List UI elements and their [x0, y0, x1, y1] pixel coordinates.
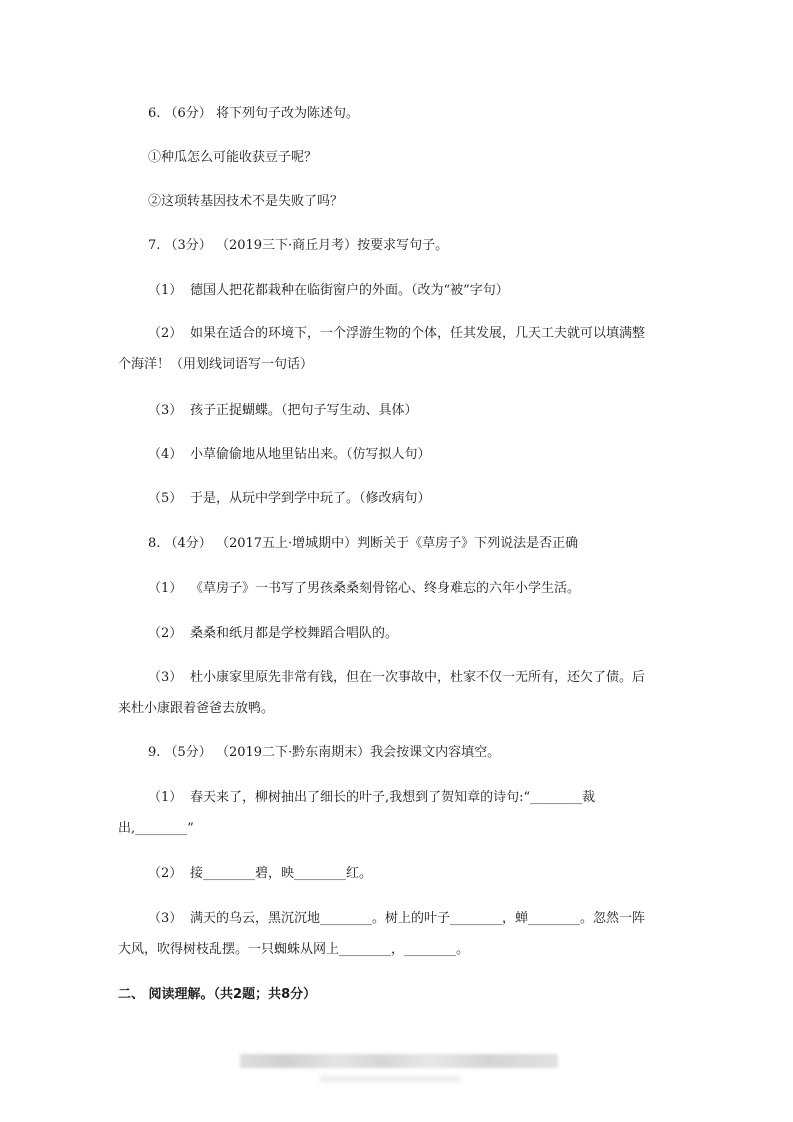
section-2-heading: 二、 阅读理解。（共2题；共8分）: [118, 987, 317, 1002]
question-9-sub-3: [148, 911, 645, 927]
sub-number: （2）: [148, 326, 183, 341]
blurred-footer: [240, 1054, 558, 1068]
sub-number: （1）: [148, 581, 183, 596]
question-6-heading: 6. （6分） 将下列句子改为陈述句。: [148, 106, 359, 121]
sub-text: 桑桑和纸月都是学校舞蹈合唱队的。: [190, 626, 399, 641]
question-8-sub-3-continuation: 来杜小康跟着爸爸去放鸭。: [118, 701, 275, 716]
question-9-sub-1-continuation: 出,________”: [118, 821, 194, 836]
sub-text: 小草偷偷地从地里钻出来。（仿写拟人句）: [190, 447, 431, 462]
question-9-heading: 9. （5分） （2019二下·黔东南期末）我会按课文内容填空。: [148, 745, 501, 760]
sub-text: 孩子正捉蝴蝶。（把句子写生动、具体）: [190, 403, 418, 418]
question-7-sub-4: [148, 447, 431, 463]
question-7-sub-1: [148, 283, 509, 299]
sub-number: （2）: [148, 626, 183, 641]
sub-text: 于是，从玩中学到学中玩了。（修改病句）: [190, 491, 431, 506]
question-7-sub-2-continuation: 个海洋！（用划线词语写一句话）: [118, 357, 314, 372]
sub-number: （1）: [148, 283, 183, 298]
question-8-sub-3: [148, 670, 645, 686]
sub-text: 如果在适合的环境下，一个浮游生物的个体，任其发展，几天工夫就可以填满整: [190, 326, 646, 341]
sub-number: （4）: [148, 447, 183, 462]
question-9-sub-2: [148, 866, 372, 882]
sub-text: 《草房子》一书写了男孩桑桑刻骨铭心、终身难忘的六年小学生活。: [190, 581, 581, 596]
sub-number: （1）: [148, 790, 183, 805]
question-8-heading: 8. （4分） （2017五上·增城期中）判断关于《草房子》下列说法是否正确: [148, 536, 579, 551]
question-7-sub-3: [148, 403, 418, 419]
sub-text: 满天的乌云，黑沉沉地________。树上的叶子________，蝉________。忽然一阵: [190, 911, 646, 926]
question-7-sub-2: [148, 326, 645, 342]
sub-number: （3）: [148, 911, 183, 926]
blurred-footer-line: [320, 1076, 460, 1082]
sub-text: 接________碧，映________红。: [190, 866, 373, 881]
sub-text: 春天来了，柳树抽出了细长的叶子,我想到了贺知章的诗句:“________裁: [190, 790, 596, 805]
question-9-sub-1: [148, 790, 595, 806]
question-6-item-2: ②这项转基因技术不是失败了吗？: [148, 194, 344, 209]
sub-number: （3）: [148, 670, 183, 685]
question-8-sub-1: [148, 581, 580, 597]
question-8-sub-2: [148, 626, 398, 642]
question-6-item-1: ①种瓜怎么可能收获豆子呢？: [148, 150, 318, 165]
sub-number: （3）: [148, 403, 183, 418]
question-7-sub-5: [148, 491, 431, 507]
sub-number: （2）: [148, 866, 183, 881]
sub-text: 德国人把花都栽种在临街窗户的外面。（改为“被”字句）: [190, 283, 509, 298]
question-7-heading: 7. （3分） （2019三下·商丘月考）按要求写句子。: [148, 238, 449, 253]
sub-number: （5）: [148, 491, 183, 506]
sub-text: 杜小康家里原先非常有钱，但在一次事故中，杜家不仅一无所有，还欠了债。后: [190, 670, 646, 685]
question-9-sub-3-continuation: 大风，吹得树枝乱摆。一只蜘蛛从网上________，________。: [118, 942, 470, 957]
